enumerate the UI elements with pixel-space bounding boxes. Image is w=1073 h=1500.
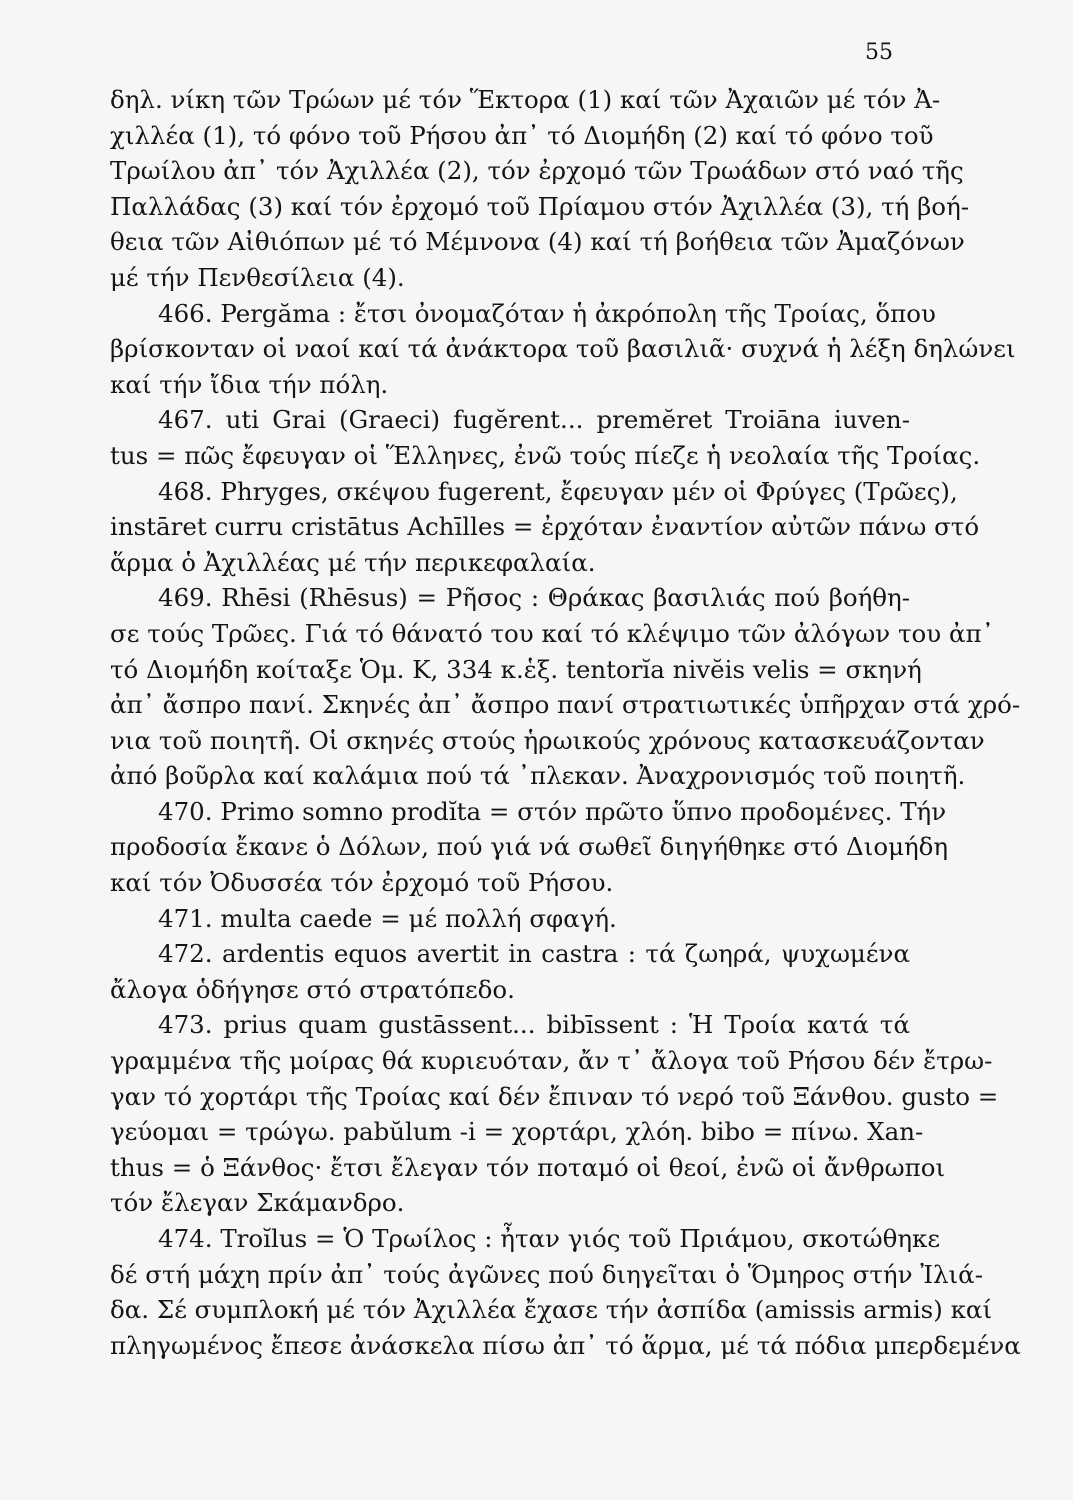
text-line: Τρωίλου ἀπ᾽ τόν Ἀχιλλέα (2), τόν ἐρχομό τῶν Τρωάδων στό ναό τῆς (110, 156, 964, 186)
text-line: σε τούς Τρῶες. Γιά τό θάνατό του καί τό κλέψιμο τῶν ἀλόγων του ἀπ᾽ (110, 618, 994, 648)
text-line: δέ στή μάχη πρίν ἀπ᾽ τούς ἀγῶνες πού διηγεῖται ὁ Ὅμηρος στήν Ἰλιά- (110, 1259, 983, 1289)
text-line: tus = πῶς ἔφευγαν οἱ Ἕλληνες, ἐνῶ τούς πίεζε ἡ νεολαία τῆς Τροίας. (110, 440, 981, 470)
text-line: καί τήν ἴδια τήν πόλη. (110, 369, 389, 399)
text-line: πληγωμένος ἔπεσε ἀνάσκελα πίσω ἀπ᾽ τό ἅρμα, μέ τά πόδια μπερδεμένα (110, 1330, 1021, 1360)
text-line: ἄλογα ὁδήγησε στό στρατόπεδο. (110, 974, 515, 1004)
text-line: τόν ἔλεγαν Σκάμανδρο. (110, 1188, 405, 1218)
text-line: δα. Σέ συμπλοκή μέ τόν Ἀχιλλέα ἔχασε τήν ἀσπίδα (amissis armis) καί (110, 1295, 993, 1325)
text-line: 466. Pergăma : ἔτσι ὀνομαζόταν ἡ ἀκρόπολη τῆς Τροίας, ὅπου (158, 298, 936, 328)
text-line: Παλλάδας (3) καί τόν ἐρχομό τοῦ Πρίαμου στόν Ἀχιλλέα (3), τή βοή- (110, 191, 970, 221)
text-line: γαν τό χορτάρι τῆς Τροίας καί δέν ἔπιναν τό νερό τοῦ Ξάνθου. gusto = (110, 1081, 999, 1111)
commentary-text (110, 82, 1021, 1363)
text-line: θεια τῶν Αἰθιόπων μέ τό Μέμνονα (4) καί τή βοήθεια τῶν Ἀμαζόνων (110, 227, 965, 257)
text-line: νια τοῦ ποιητῆ. Οἱ σκηνές στούς ἡρωικούς χρόνους κατασκευάζονταν (110, 725, 985, 755)
text-line: γραμμένα τῆς μοίρας θά κυριευόταν, ἄν τ᾽ ἄλογα τοῦ Ρήσου δέν ἔτρω- (110, 1046, 993, 1076)
text-line: προδοσία ἔκανε ὁ Δόλων, πού γιά νά σωθεῖ διηγήθηκε στό Διομήδη (110, 832, 949, 862)
text-line: χιλλέα (1), τό φόνο τοῦ Ρήσου ἀπ᾽ τό Διομήδη (2) καί τό φόνο τοῦ (110, 120, 934, 150)
text-line: ἀπ᾽ ἄσπρο πανί. Σκηνές ἀπ᾽ ἄσπρο πανί στρατιωτικές ὑπῆρχαν στά χρό- (110, 690, 1021, 720)
text-line: τό Διομήδη κοίταξε Ὁμ. Κ, 334 κ.ἑξ. tentorĭa nivĕis velis = σκηνή (110, 654, 922, 684)
text-line: 474. Troĭlus = Ὁ Τρωίλος : ἦταν γιός τοῦ Πριάμου, σκοτώθηκε (158, 1224, 941, 1253)
text-line: thus = ὁ Ξάνθος· ἔτσι ἔλεγαν τόν ποταμό οἱ θεοί, ἐνῶ οἱ ἄνθρωποι (110, 1152, 946, 1182)
text-line: 467. uti Grai (Graeci) fugĕrent... premĕret Troiāna iuven- (158, 405, 910, 435)
text-line: 472. ardentis equos avertit in castra : τά ζωηρά, ψυχωμένα (158, 939, 910, 969)
text-line: ἅρμα ὁ Ἀχιλλέας μέ τήν περικεφαλαία. (110, 547, 596, 577)
text-line: 468. Phryges, σκέψου fugerent, ἔφευγαν μέν οἱ Φρύγες (Τρῶες), (158, 476, 958, 506)
text-line: μέ τήν Πενθεσίλεια (4). (110, 262, 405, 292)
page-number: 55 (865, 40, 893, 65)
text-line: 473. prius quam gustāssent... bibīssent : Ἡ Τροία κατά τά (158, 1010, 910, 1040)
text-line: καί τόν Ὀδυσσέα τόν ἐρχομό τοῦ Ρήσου. (110, 868, 614, 898)
text-line: δηλ. νίκη τῶν Τρώων μέ τόν Ἕκτορα (1) καί τῶν Ἀχαιῶν μέ τόν Ἀ- (110, 85, 941, 114)
text-line: βρίσκονταν οἱ ναοί καί τά ἀνάκτορα τοῦ βασιλιᾶ· συχνά ἡ λέξη δηλώνει (110, 334, 1016, 364)
text-line: ἀπό βοῦρλα καί καλάμια πού τά ᾽πλεκαν. Ἀναχρονισμός τοῦ ποιητῆ. (110, 761, 966, 791)
text-line: γεύομαι = τρώγω. pabŭlum -i = χορτάρι, χλόη. bibo = πίνω. Xan- (110, 1117, 924, 1147)
text-line: 469. Rhēsi (Rhēsus) = Ρῆσος : Θράκας βασιλιάς πού βοήθη- (158, 583, 910, 613)
text-line: 470. Primo somno prodĭta = στόν πρῶτο ὕπνο προδομένες. Τήν (158, 796, 947, 826)
text-line: 471. multa caede = μέ πολλή σφαγή. (158, 903, 617, 933)
text-line: instāret curru cristātus Achīlles = ἐρχόταν ἐναντίον αὐτῶν πάνω στό (110, 512, 980, 542)
